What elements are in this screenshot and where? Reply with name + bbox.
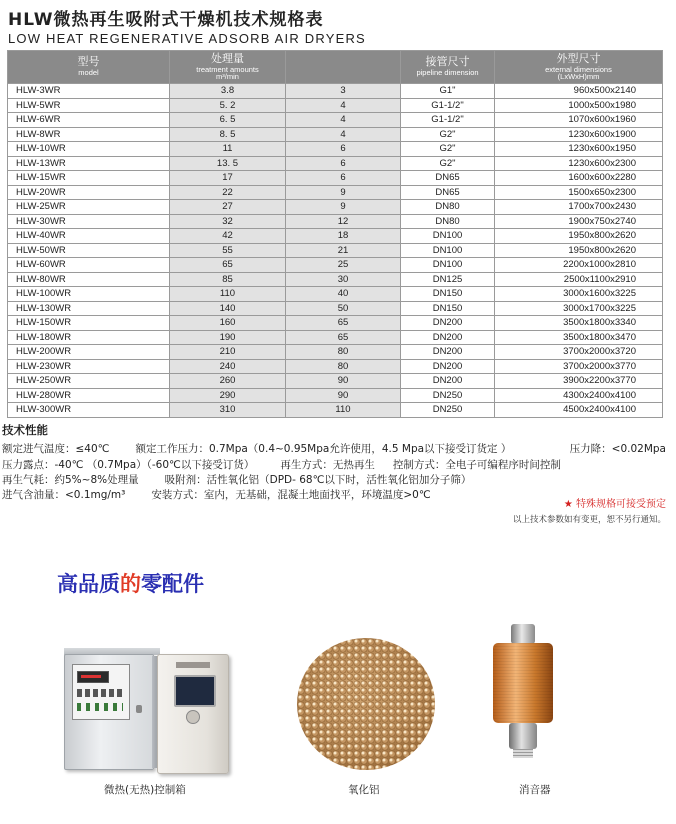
header-pipeline: 接管尺寸 pipeline dimension — [401, 51, 495, 84]
cell-dimensions: 3500x1800x3470 — [495, 330, 663, 345]
change-notice: 以上技术参数如有变更，恕不另行通知。 — [512, 515, 666, 525]
table-row — [8, 272, 663, 287]
cell-treatment: 17 — [170, 171, 286, 186]
working-pressure: 额定工作压力：0.7Mpa（0.4~0.95Mpa允许使用，4.5 Mpa以下接受订货定 ） — [135, 443, 512, 455]
cell-dimensions: 1950x800x2620 — [495, 229, 663, 244]
cell-treatment: 65 — [170, 258, 286, 273]
pressure-drop: 压力降：<0.02Mpa — [569, 443, 666, 455]
cell-model: HLW-100WR — [8, 287, 170, 302]
table-row — [8, 229, 663, 244]
cell-model: HLW-6WR — [8, 113, 170, 128]
cell-treatment: 240 — [170, 359, 286, 374]
cell-treatment: 110 — [170, 287, 286, 302]
header-treatment: 处理量 treatment amounts m³/min — [170, 51, 286, 84]
cell-treatment: 3.8 — [170, 84, 286, 99]
cell-dimensions: 2200x1000x2810 — [495, 258, 663, 273]
cell-dimensions: 4300x2400x4100 — [495, 388, 663, 403]
cell-model: HLW-280WR — [8, 388, 170, 403]
table-row — [8, 301, 663, 316]
cell-dimensions: 4500x2400x4100 — [495, 403, 663, 418]
cell-pipe: DN100 — [401, 229, 495, 244]
cell-power: 40 — [286, 287, 401, 302]
cell-power: 4 — [286, 98, 401, 113]
tech-line-3 — [2, 472, 471, 487]
inlet-temp: 额定进气温度：≤40℃ — [2, 443, 110, 455]
cell-pipe: G2" — [401, 156, 495, 171]
cell-power: 9 — [286, 185, 401, 200]
cell-power: 50 — [286, 301, 401, 316]
cell-model: HLW-3WR — [8, 84, 170, 99]
cell-pipe: DN200 — [401, 359, 495, 374]
cell-treatment: 13. 5 — [170, 156, 286, 171]
cell-power: 3 — [286, 84, 401, 99]
cell-pipe: DN100 — [401, 258, 495, 273]
cell-treatment: 160 — [170, 316, 286, 331]
cell-pipe: G1" — [401, 84, 495, 99]
regen-method: 再生方式：无热再生 — [280, 459, 375, 471]
tech-line-2 — [2, 457, 561, 472]
table-body — [8, 84, 663, 418]
cell-power: 30 — [286, 272, 401, 287]
cell-pipe: DN125 — [401, 272, 495, 287]
table-row — [8, 142, 663, 157]
table-row — [8, 388, 663, 403]
cell-dimensions: 1600x600x2280 — [495, 171, 663, 186]
parts-title: 高品质的零配件 — [57, 572, 204, 596]
cell-model: HLW-200WR — [8, 345, 170, 360]
cell-power: 80 — [286, 345, 401, 360]
cell-power: 4 — [286, 113, 401, 128]
cell-power: 65 — [286, 316, 401, 331]
cell-dimensions: 1000x500x1980 — [495, 98, 663, 113]
table-row — [8, 200, 663, 215]
silencer-caption: 消音器 — [519, 784, 551, 796]
cell-model: HLW-20WR — [8, 185, 170, 200]
table-row — [8, 127, 663, 142]
header-power — [286, 51, 401, 84]
cell-pipe: G2" — [401, 142, 495, 157]
cell-power: 18 — [286, 229, 401, 244]
cell-pipe: DN200 — [401, 316, 495, 331]
cell-treatment: 22 — [170, 185, 286, 200]
cell-treatment: 11 — [170, 142, 286, 157]
cell-model: HLW-180WR — [8, 330, 170, 345]
install-method: 安装方式：室内，无基础，混凝土地面找平，环境温度>0℃ — [151, 489, 431, 501]
table-row — [8, 185, 663, 200]
cell-treatment: 55 — [170, 243, 286, 258]
cell-treatment: 27 — [170, 200, 286, 215]
cell-model: HLW-250WR — [8, 374, 170, 389]
oil-content: 进气含油量：<0.1mg/m³ — [2, 489, 126, 501]
cell-power: 65 — [286, 330, 401, 345]
tech-heading: 技术性能 — [2, 423, 48, 437]
cell-dimensions: 1950x800x2620 — [495, 243, 663, 258]
cell-power: 21 — [286, 243, 401, 258]
cell-pipe: G2" — [401, 127, 495, 142]
cell-power: 110 — [286, 403, 401, 418]
table-row — [8, 98, 663, 113]
cell-power: 6 — [286, 171, 401, 186]
cell-model: HLW-30WR — [8, 214, 170, 229]
cell-power: 90 — [286, 388, 401, 403]
table-row — [8, 403, 663, 418]
cell-pipe: DN80 — [401, 214, 495, 229]
cell-dimensions: 1230x600x1950 — [495, 142, 663, 157]
cell-power: 90 — [286, 374, 401, 389]
cell-dimensions: 3700x2000x3770 — [495, 359, 663, 374]
page-title-en: LOW HEAT REGENERATIVE ADSORB AIR DRYERS — [8, 31, 366, 46]
cell-model: HLW-25WR — [8, 200, 170, 215]
table-row — [8, 374, 663, 389]
cell-treatment: 140 — [170, 301, 286, 316]
cell-model: HLW-40WR — [8, 229, 170, 244]
cell-dimensions: 2500x1100x2910 — [495, 272, 663, 287]
control-box-caption: 微热(无热)控制箱 — [104, 784, 186, 796]
table-row — [8, 330, 663, 345]
cell-dimensions: 1900x750x2740 — [495, 214, 663, 229]
cell-power: 4 — [286, 127, 401, 142]
header-model: 型号 model — [8, 51, 170, 84]
cell-pipe: DN100 — [401, 243, 495, 258]
table-row — [8, 84, 663, 99]
cell-model: HLW-10WR — [8, 142, 170, 157]
table-row — [8, 316, 663, 331]
cell-pipe: DN200 — [401, 345, 495, 360]
control-method: 控制方式：全电子可编程序时间控制 — [392, 459, 561, 471]
cell-treatment: 290 — [170, 388, 286, 403]
table-row — [8, 287, 663, 302]
cell-power: 9 — [286, 200, 401, 215]
adsorbent: 吸附剂：活性氧化铝（DPD- 68℃以下时，活性氧化铝加分子筛） — [164, 474, 472, 486]
cell-treatment: 5. 2 — [170, 98, 286, 113]
cell-dimensions: 1230x600x2300 — [495, 156, 663, 171]
cell-model: HLW-50WR — [8, 243, 170, 258]
cell-dimensions: 1070x600x1960 — [495, 113, 663, 128]
alumina-caption: 氧化铝 — [348, 784, 380, 796]
alumina-image — [297, 638, 435, 770]
regen-consumption: 再生气耗：约5%~8%处理量 — [2, 474, 139, 486]
cell-treatment: 42 — [170, 229, 286, 244]
cell-model: HLW-60WR — [8, 258, 170, 273]
cell-treatment: 190 — [170, 330, 286, 345]
cell-treatment: 210 — [170, 345, 286, 360]
table-row — [8, 156, 663, 171]
table-header-row — [8, 51, 663, 84]
tech-line-1 — [2, 441, 511, 456]
table-row — [8, 214, 663, 229]
cell-pipe: DN150 — [401, 301, 495, 316]
cell-pipe: DN150 — [401, 287, 495, 302]
cell-dimensions: 3000x1700x3225 — [495, 301, 663, 316]
cell-treatment: 310 — [170, 403, 286, 418]
cell-pipe: G1-1/2" — [401, 98, 495, 113]
cell-dimensions: 3500x1800x3340 — [495, 316, 663, 331]
cell-model: HLW-5WR — [8, 98, 170, 113]
cell-pipe: DN250 — [401, 403, 495, 418]
cell-power: 6 — [286, 142, 401, 157]
cell-model: HLW-15WR — [8, 171, 170, 186]
tech-line-4 — [2, 487, 431, 502]
cell-treatment: 32 — [170, 214, 286, 229]
cell-treatment: 85 — [170, 272, 286, 287]
cell-treatment: 6. 5 — [170, 113, 286, 128]
cell-pipe: DN250 — [401, 388, 495, 403]
table-row — [8, 243, 663, 258]
cell-dimensions: 3900x2200x3770 — [495, 374, 663, 389]
cell-dimensions: 1700x700x2430 — [495, 200, 663, 215]
cell-pipe: DN65 — [401, 185, 495, 200]
cell-dimensions: 960x500x2140 — [495, 84, 663, 99]
table-row — [8, 113, 663, 128]
cell-power: 80 — [286, 359, 401, 374]
page-title-cn: HLW微热再生吸附式干燥机技术规格表 — [8, 10, 324, 30]
cell-power: 6 — [286, 156, 401, 171]
cell-pipe: DN200 — [401, 374, 495, 389]
star-icon: ★ — [563, 499, 573, 510]
header-external: 外型尺寸 external dimensions (LxWxH)mm — [495, 51, 663, 84]
cell-pipe: DN65 — [401, 171, 495, 186]
table-row — [8, 345, 663, 360]
cell-treatment: 260 — [170, 374, 286, 389]
cell-model: HLW-230WR — [8, 359, 170, 374]
cell-model: HLW-80WR — [8, 272, 170, 287]
table-row — [8, 359, 663, 374]
cell-model: HLW-300WR — [8, 403, 170, 418]
cell-model: HLW-8WR — [8, 127, 170, 142]
cell-model: HLW-150WR — [8, 316, 170, 331]
cell-power: 25 — [286, 258, 401, 273]
cell-model: HLW-130WR — [8, 301, 170, 316]
cell-dimensions: 1500x650x2300 — [495, 185, 663, 200]
dew-point: 压力露点：-40℃ （0.7Mpa）（-60℃以下接受订货） — [2, 459, 255, 471]
cell-dimensions: 3000x1600x3225 — [495, 287, 663, 302]
cell-pipe: DN200 — [401, 330, 495, 345]
table-row — [8, 171, 663, 186]
cell-treatment: 8. 5 — [170, 127, 286, 142]
table-row — [8, 258, 663, 273]
spec-table — [7, 50, 663, 418]
special-order-note: ★ 特殊规格可接受预定 — [563, 499, 666, 510]
cell-dimensions: 1230x600x1900 — [495, 127, 663, 142]
cell-model: HLW-13WR — [8, 156, 170, 171]
cell-pipe: DN80 — [401, 200, 495, 215]
control-panel — [72, 664, 130, 720]
cell-dimensions: 3700x2000x3720 — [495, 345, 663, 360]
cell-power: 12 — [286, 214, 401, 229]
cell-pipe: G1-1/2" — [401, 113, 495, 128]
